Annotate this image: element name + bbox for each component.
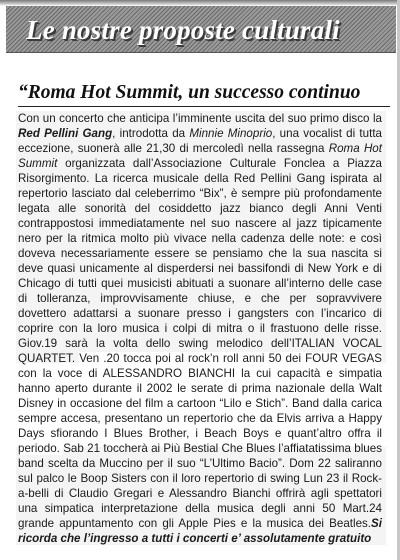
title-underline — [18, 106, 390, 107]
section-header-band — [6, 6, 396, 53]
section-title: Le nostre proposte culturali — [26, 15, 340, 45]
text-run: Con un concerto che anticipa l’imminente uscita del suo primo disco la — [18, 112, 382, 125]
text-run: Sab 21 toccherà ai Più Bestial Che Blues l’affiatatissima blues band scelta da Muccino per il suo “L’Ultimo Bacio”. Dom 22 saliranno sul palco le Boop Sisters con il loro repertorio di swing Lun 23 il Rock-a-belli di Claudio Gregari e Alessandro Bianchi offrirà agli spettatori una simpatica interpretazione della musica degli anni 50 Mart.24 grande appuntamento con gli Apple Pies e la musica dei Beatles. — [18, 442, 382, 530]
text-run: Roma Hot Summit — [18, 142, 382, 170]
text-run: Minnie Minoprio — [189, 127, 273, 140]
article-body — [18, 111, 382, 546]
text-run: Si ricorda che l’ingresso a tutti i concerti e’ assolutamente gratuito — [18, 517, 382, 545]
text-run: organizzata dall’Associazione Culturale Fonclea a Piazza Risorgimento. La ricerca musicale della Red Pellini Gang ispirata al repertorio lasciato dal celeberrimo “Bix”, è sempre più profondamente legata alle sonorità del cosiddetto jazz bianco degli Anni Venti contrappostosi immediatamente nel suo nascere al jazz tipicamente nero per la ritmica molto più vivace nella cadenza delle note: e così doveva necessariamente essere se pensiamo che la sua nascita si deve quasi unicamente al disperdersi nei bassifondi di New York e di Chicago di tutti quei musicisti abituati a suonare all’interno delle case di tolleranza, improvvisamente chiuse, e che per sopravvivere dovettero adattarsi a suonare presso i gangsters con l’incarico di coprire con la loro musica i colpi di mitra o il frastuono delle risse. Giov.19 sarà la volta dello swing melodico dell’ITALIAN VOCAL QUARTET. — [18, 157, 382, 365]
article-title: “Roma Hot Summit, un successo continuo — [18, 82, 361, 103]
text-run: , introdotta da — [112, 127, 190, 140]
text-run: , una vocalist di tutta eccezione, suonerà alle 21,30 di mercoledì nella rassegna — [18, 127, 382, 155]
text-run: Ven .20 tocca poi al rock’n roll anni 50 dei FOUR VEGAS con la voce di ALESSANDRO BIANCHI la cui capacità e simpatia hanno aperto durante il 2002 le serate di prima nazionale della Walt Disney in occasione del film a cartoon “Lilo e Stich”. Band dalla carica sempre accesa, presentano un repertorio che da Elvis arriva a Happy Days sfiorando I Blues Brother, i Beach Boys e quant’altro offra il periodo. — [18, 352, 382, 455]
text-run: Red Pellini Gang — [18, 127, 113, 140]
article-paragraph — [18, 111, 382, 546]
